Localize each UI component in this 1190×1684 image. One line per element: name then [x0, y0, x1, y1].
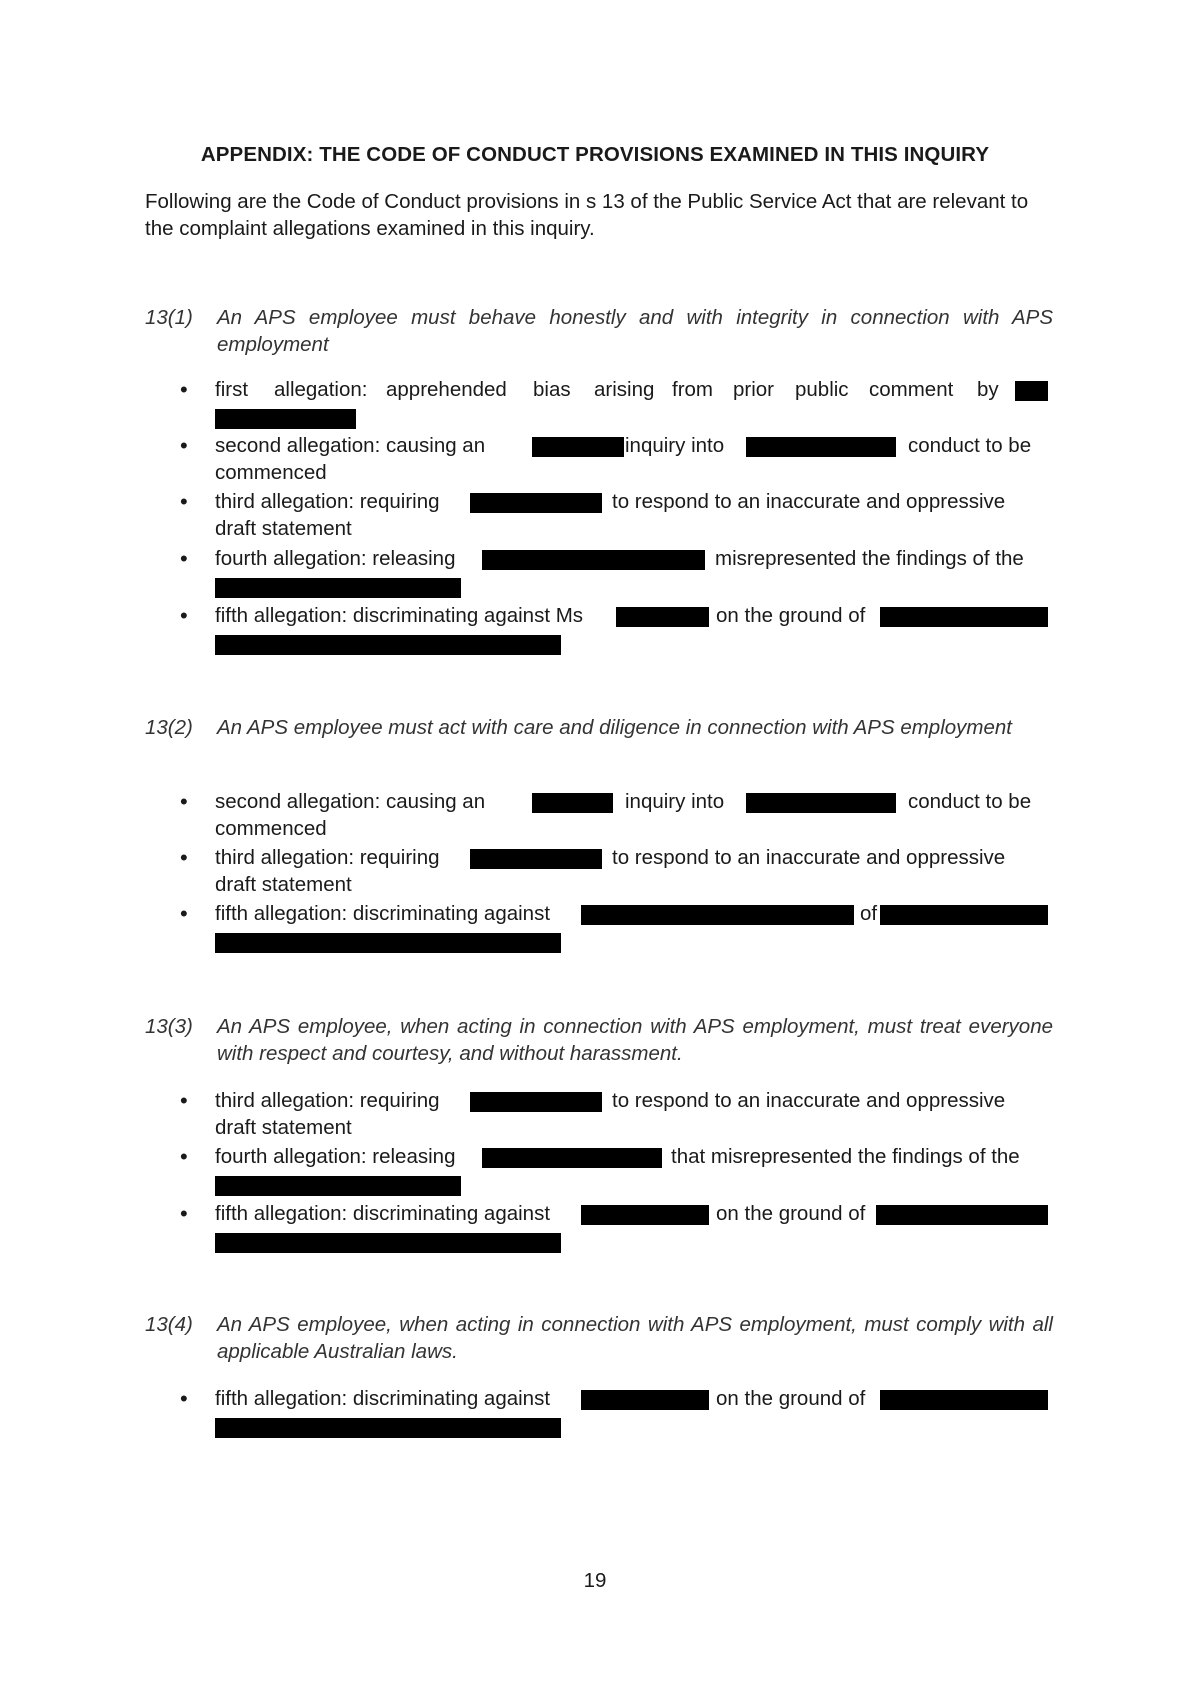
- bullet-icon: •: [180, 1088, 188, 1113]
- bullet-icon: •: [180, 433, 188, 458]
- intro-paragraph: Following are the Code of Conduct provisions in s 13 of the Public Service Act that are relevant to the complaint allegations examined in this inquiry.: [145, 190, 1029, 240]
- bullet-text: bias: [533, 378, 571, 401]
- bullet-text: arising: [594, 378, 655, 401]
- appendix-heading: APPENDIX: THE CODE OF CONDUCT PROVISIONS EXAMINED IN THIS INQUIRY: [200, 143, 990, 166]
- bullet-text: fifth allegation: discriminating against: [215, 1202, 551, 1225]
- bullet-icon: •: [180, 1144, 188, 1169]
- bullet-text: misrepresented the findings of the: [715, 547, 1024, 570]
- section-provision-text: An APS employee, when acting in connection with APS employment, must comply with all applicable Australian laws.: [217, 1313, 1053, 1363]
- bullet-icon: •: [180, 546, 188, 571]
- bullet-text: on the ground of: [716, 604, 866, 627]
- bullet-icon: •: [180, 377, 188, 402]
- bullet-text: fourth allegation: releasing: [215, 1145, 456, 1168]
- bullet-text: by: [977, 378, 999, 401]
- redaction-box: [215, 1176, 461, 1196]
- bullet-text: commenced: [215, 817, 327, 840]
- bullet-text: draft statement: [215, 1116, 352, 1139]
- section-provision-text: An APS employee must behave honestly and with integrity in connection with APS employment: [217, 306, 1053, 356]
- redaction-box: [746, 793, 896, 813]
- bullet-text: allegation:: [274, 378, 368, 401]
- redaction-box: [880, 905, 1048, 925]
- bullet-text: conduct to be: [908, 434, 1032, 457]
- section-number: 13(4): [145, 1313, 193, 1336]
- redaction-box: [215, 409, 356, 429]
- bullet-text: first: [215, 378, 249, 401]
- bullet-text: to respond to an inaccurate and oppressive: [612, 490, 1006, 513]
- bullet-text: to respond to an inaccurate and oppressive: [612, 846, 1006, 869]
- bullet-text: fifth allegation: discriminating against Ms: [215, 604, 584, 627]
- redaction-box: [215, 1418, 561, 1438]
- bullet-text: of: [860, 902, 878, 925]
- bullet-text: prior: [733, 378, 775, 401]
- bullet-text: commenced: [215, 461, 327, 484]
- bullet-icon: •: [180, 1386, 188, 1411]
- bullet-text: third allegation: requiring: [215, 1089, 440, 1112]
- redaction-box: [616, 607, 709, 627]
- bullet-icon: •: [180, 901, 188, 926]
- bullet-text: third allegation: requiring: [215, 846, 440, 869]
- bullet-icon: •: [180, 1201, 188, 1226]
- bullet-text: fourth allegation: releasing: [215, 547, 456, 570]
- bullet-text: to respond to an inaccurate and oppressive: [612, 1089, 1006, 1112]
- redaction-box: [880, 1390, 1048, 1410]
- redaction-box: [482, 1148, 662, 1168]
- bullet-text: draft statement: [215, 873, 352, 896]
- bullet-text: on the ground of: [716, 1387, 866, 1410]
- bullet-text: second allegation: causing an: [215, 790, 486, 813]
- redaction-box: [876, 1205, 1048, 1225]
- page-number: 19: [583, 1569, 607, 1592]
- bullet-text: apprehended: [386, 378, 507, 401]
- redaction-box: [470, 1092, 602, 1112]
- redaction-box: [532, 793, 613, 813]
- bullet-icon: •: [180, 789, 188, 814]
- bullet-text: from: [672, 378, 713, 401]
- redaction-box: [880, 607, 1048, 627]
- bullet-icon: •: [180, 845, 188, 870]
- section-provision-text: An APS employee, when acting in connection with APS employment, must treat everyone with respect and courtesy, and without harassment.: [217, 1015, 1053, 1065]
- redaction-box: [482, 550, 705, 570]
- bullet-text: second allegation: causing an: [215, 434, 486, 457]
- bullet-text: public: [795, 378, 849, 401]
- bullet-text: inquiry into: [625, 434, 725, 457]
- bullet-text: conduct to be: [908, 790, 1032, 813]
- redaction-box: [215, 1233, 561, 1253]
- bullet-text: inquiry into: [625, 790, 725, 813]
- bullet-text: that misrepresented the findings of the: [671, 1145, 1020, 1168]
- redaction-box: [215, 933, 561, 953]
- section-number: 13(3): [145, 1015, 193, 1038]
- bullet-icon: •: [180, 489, 188, 514]
- redaction-box: [215, 635, 561, 655]
- redaction-box: [746, 437, 896, 457]
- bullet-icon: •: [180, 603, 188, 628]
- redaction-box: [470, 849, 602, 869]
- bullet-text: comment: [869, 378, 954, 401]
- redaction-box: [1015, 381, 1048, 401]
- bullet-text: fifth allegation: discriminating against: [215, 902, 551, 925]
- section-number: 13(2): [145, 716, 193, 739]
- redaction-box: [581, 905, 854, 925]
- bullet-text: third allegation: requiring: [215, 490, 440, 513]
- redaction-box: [581, 1205, 709, 1225]
- bullet-text: draft statement: [215, 517, 352, 540]
- bullet-text: fifth allegation: discriminating against: [215, 1387, 551, 1410]
- redaction-box: [532, 437, 624, 457]
- redaction-box: [215, 578, 461, 598]
- redaction-box: [470, 493, 602, 513]
- section-number: 13(1): [145, 306, 193, 329]
- section-provision-text: An APS employee must act with care and diligence in connection with APS employment: [217, 716, 1012, 739]
- bullet-text: on the ground of: [716, 1202, 866, 1225]
- redaction-box: [581, 1390, 709, 1410]
